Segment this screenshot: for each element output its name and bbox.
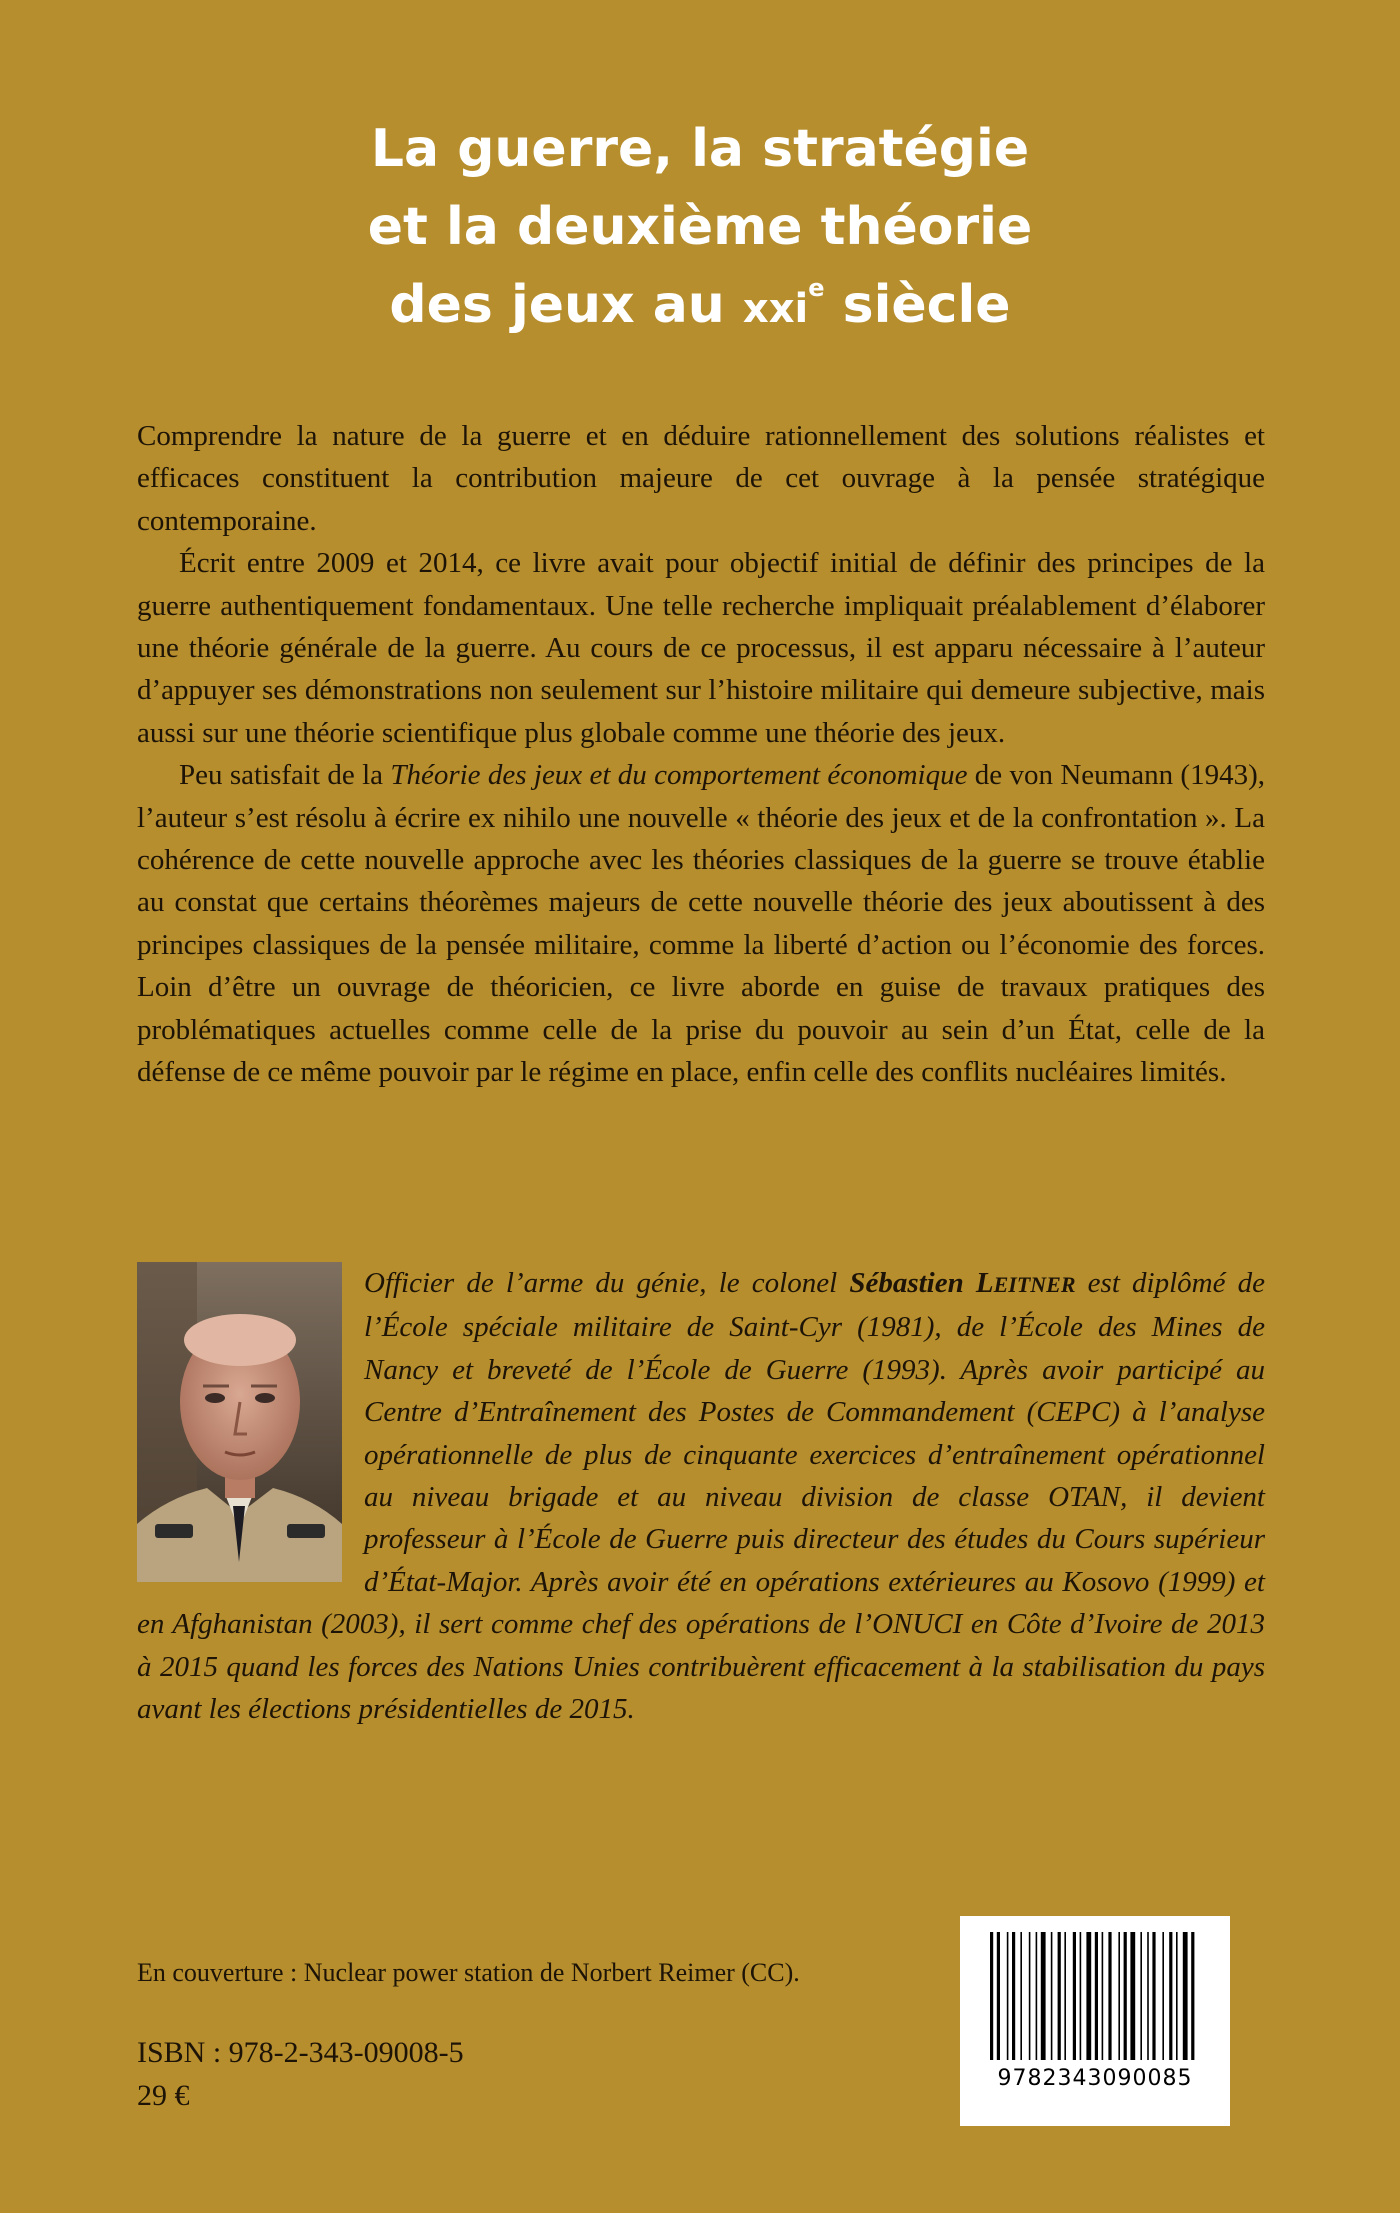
- summary-p3-before: Peu satisfait de la: [179, 759, 391, 792]
- barcode-bar: [1176, 1932, 1178, 2060]
- barcode-bar: [1036, 1932, 1038, 2060]
- title-line-3: [0, 266, 1400, 348]
- summary-paragraph-3: [137, 754, 1265, 1093]
- barcode-bar: [1051, 1932, 1053, 2060]
- book-title: [0, 110, 1400, 348]
- book-summary: [137, 415, 1265, 1094]
- summary-paragraph-1: Comprendre la nature de la guerre et en déduire rationnellement des solutions réalistes et efficaces constituent la contribution majeure de cet ouvrage à la pensée stratégique contemporaine.: [137, 420, 1265, 537]
- title-century: xxi: [742, 286, 809, 332]
- barcode-bar: [1086, 1932, 1091, 2060]
- summary-paragraph-2: Écrit entre 2009 et 2014, ce livre avait pour objectif initial de définir des principes de la guerre authentiquement fondamentaux. Une telle recherche impliquait préalablement d’élaborer une théorie générale de la guerre. Au cours de ce processus, il est apparu nécessaire à l’auteur d’appuyer ses démonstrations non seulement sur l’histoire militaire qui demeure subjective, mais aussi sur une théorie scientifique plus globale comme une théorie des jeux.: [137, 547, 1265, 749]
- barcode-bar: [1102, 1932, 1104, 2060]
- barcode-bar: [1191, 1932, 1194, 2060]
- title-line-1: La guerre, la stratégie: [370, 119, 1030, 179]
- summary-p3-after: de von Neumann (1943), l’auteur s’est résolu à écrire ex nihilo une nouvelle « théorie des jeux et de la confrontation ». La cohérence de cette nouvelle approche avec les théories classiques de la guerre se trouve établie au constat que certains théorèmes majeurs de cette nouvelle théorie des jeux aboutissent à des principes classiques de la pensée militaire, comme la liberté d’action ou l’économie des forces. Loin d’être un ouvrage de théoricien, ce livre aborde en guise de travaux pratiques des problématiques actuelles comme celle de la prise du pouvoir au sein d’un État, celle de la défense de ce même pouvoir par le régime en place, enfin celle des conflits nucléaires limités.: [137, 759, 1265, 1089]
- barcode-bar: [1080, 1932, 1082, 2060]
- barcode-bar: [1007, 1932, 1009, 2060]
- barcode-bar: [1140, 1932, 1142, 2060]
- title-century-sup: e: [808, 274, 825, 302]
- barcode-bar: [1029, 1932, 1031, 2060]
- barcode-bar: [1095, 1932, 1098, 2060]
- barcode-bar: [1041, 1932, 1046, 2060]
- barcode-bar: [1118, 1932, 1120, 2060]
- barcode-number: 9782343090085: [997, 2066, 1193, 2091]
- barcode-bar: [1064, 1932, 1066, 2060]
- barcode-bar: [1162, 1932, 1164, 2060]
- barcode-bar: [1020, 1932, 1022, 2060]
- isbn: ISBN : 978-2-343-09008-5: [137, 2036, 464, 2069]
- barcode-bar: [997, 1932, 1000, 2060]
- barcode: [960, 1916, 1230, 2126]
- author-bio: [137, 1262, 1265, 1730]
- barcode-bars: [988, 1932, 1202, 2062]
- barcode-bar: [1012, 1932, 1015, 2060]
- isbn-block: [137, 2031, 464, 2117]
- title-line-3-suffix: siècle: [824, 275, 1011, 335]
- author-name: Sébastien LEITNER: [849, 1267, 1076, 1299]
- barcode-bar: [1058, 1932, 1061, 2060]
- barcode-bar: [1147, 1932, 1149, 2060]
- title-line-2: et la deuxième théorie: [367, 197, 1033, 257]
- bio-text-after: est diplômé de l’École spéciale militaire de Saint-Cyr (1981), de l’École des Mines de Nancy et breveté de l’École de Guerre (1993). Après avoir participé au Centre d’Entraînement des Postes de Commandement (CEPC) à l’analyse opérationnelle de plus de cinquante exercices d’entraînement opérationnel au niveau brigade et au niveau division de classe OTAN, il devient professeur à l’École de Guerre puis directeur des études du Cours supérieur d’État-Major. Après avoir été en opérations extérieures au Kosovo (1999) et en Afghanistan (2003), il sert comme chef des opérations de l’ONUCI en Côte d’Ivoire de 2013 à 2015 quand les forces des Nations Unies contribuèrent efficacement à la stabilisation du pays avant les élections présidentielles de 2015.: [137, 1267, 1265, 1726]
- summary-p3-book-title: Théorie des jeux et du comportement économique: [390, 759, 968, 792]
- barcode-bar: [1152, 1932, 1155, 2060]
- barcode-bar: [1108, 1932, 1111, 2060]
- bio-text-before: Officier de l’arme du génie, le colonel: [364, 1267, 850, 1299]
- barcode-bar: [1073, 1932, 1076, 2060]
- cover-credits: En couverture : Nuclear power station de Norbert Reimer (CC).: [137, 1958, 800, 1987]
- price: 29 €: [137, 2079, 190, 2112]
- barcode-bar: [1183, 1932, 1188, 2060]
- barcode-bar: [990, 1932, 993, 2060]
- barcode-bar: [1130, 1932, 1135, 2060]
- barcode-bar: [1169, 1932, 1172, 2060]
- barcode-bar: [1124, 1932, 1127, 2060]
- title-line-3-prefix: des jeux au: [389, 275, 743, 335]
